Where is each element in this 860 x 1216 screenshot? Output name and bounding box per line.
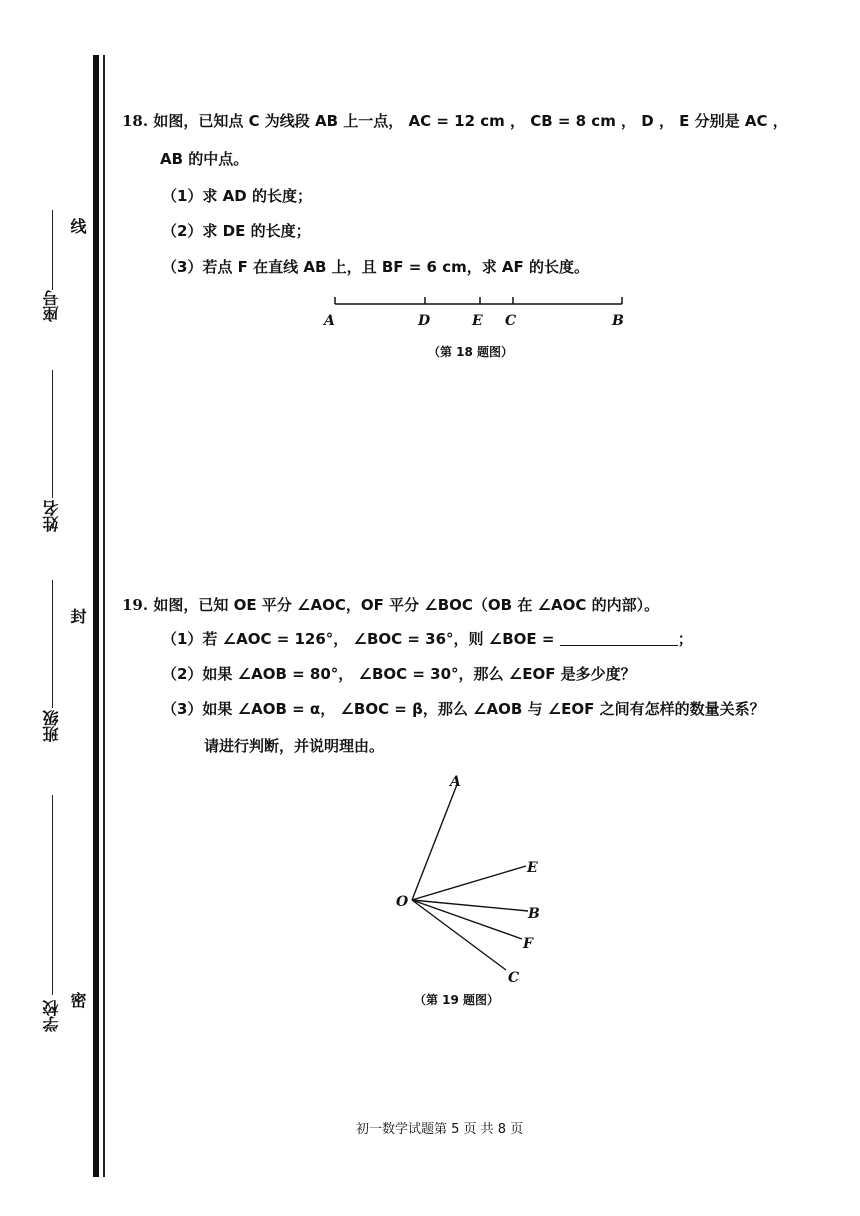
class-field[interactable] [52, 580, 53, 708]
q18-stem-text: 如图，已知点 C 为线段 AB 上一点， AC = 12 cm ， CB = 8 cm ， D ， E 分别是 AC ， [153, 112, 788, 130]
q18-figure-segment [300, 290, 660, 335]
q19-part1-suffix: ； [677, 630, 693, 648]
q19-part1 [162, 630, 693, 648]
name-field[interactable] [52, 370, 53, 498]
q19-part2: （2）如果 ∠AOB = 80°， ∠BOC = 30°，那么 ∠EOF 是多少度？ [162, 665, 636, 683]
seat-number-field[interactable] [52, 210, 53, 290]
q19-caption: （第 19 题图） [414, 993, 500, 1007]
point-label-o: O [396, 894, 409, 910]
page-footer: 初一数学试题第 5 页 共 8 页 [356, 1122, 524, 1137]
name-label: 姓名 [42, 500, 61, 532]
binding-line-thick [93, 55, 99, 1177]
point-label-c: C [508, 970, 520, 986]
point-label-d: D [418, 313, 431, 329]
q18-stem-line2: AB 的中点。 [160, 150, 249, 168]
seal-char-seal: 封 [68, 608, 87, 624]
q19-part1-text: （1）若 ∠AOC = 126°， ∠BOC = 36°，则 ∠BOE = [162, 630, 555, 648]
point-label-a: A [450, 774, 461, 790]
class-label: 班级 [42, 710, 61, 742]
q19-part3: （3）如果 ∠AOB = α， ∠BOC = β，那么 ∠AOB 与 ∠EOF 之间有怎样的数量关系？ [162, 700, 765, 718]
q19-part3-continued: 请进行判断，并说明理由。 [204, 737, 385, 755]
school-field[interactable] [52, 795, 53, 995]
point-label-f: F [523, 936, 533, 952]
point-label-b: B [612, 313, 624, 329]
seal-char-line: 线 [68, 218, 87, 234]
q18-part2: （2）求 DE 的长度； [162, 222, 311, 240]
q19-answer-blank[interactable] [560, 631, 678, 646]
seat-number-label: 座号 [42, 290, 61, 322]
ray-oc [412, 900, 506, 970]
q19-stem-line1 [122, 596, 659, 614]
q18-number: 18. [122, 112, 149, 130]
q19-stem-text: 如图，已知 OE 平分 ∠AOC，OF 平分 ∠BOC（OB 在 ∠AOC 的内部）。 [153, 596, 660, 614]
q19-figure-rays [380, 760, 560, 995]
ray-oa [412, 782, 458, 900]
binding-line-thin [103, 55, 105, 1177]
point-label-c: C [505, 313, 517, 329]
q19-number: 19. [122, 596, 149, 614]
seal-char-secret: 密 [68, 992, 87, 1008]
q18-part3: （3）若点 F 在直线 AB 上，且 BF = 6 cm，求 AF 的长度。 [162, 258, 590, 276]
q18-stem-line1 [122, 112, 788, 130]
q18-caption: （第 18 题图） [428, 345, 514, 359]
point-label-e: E [527, 860, 538, 876]
point-label-e: E [472, 313, 483, 329]
point-label-a: A [324, 313, 335, 329]
ray-oe [412, 866, 526, 900]
point-label-b: B [528, 906, 540, 922]
school-label: 学校 [42, 1000, 61, 1032]
q18-part1: （1）求 AD 的长度； [162, 187, 312, 205]
